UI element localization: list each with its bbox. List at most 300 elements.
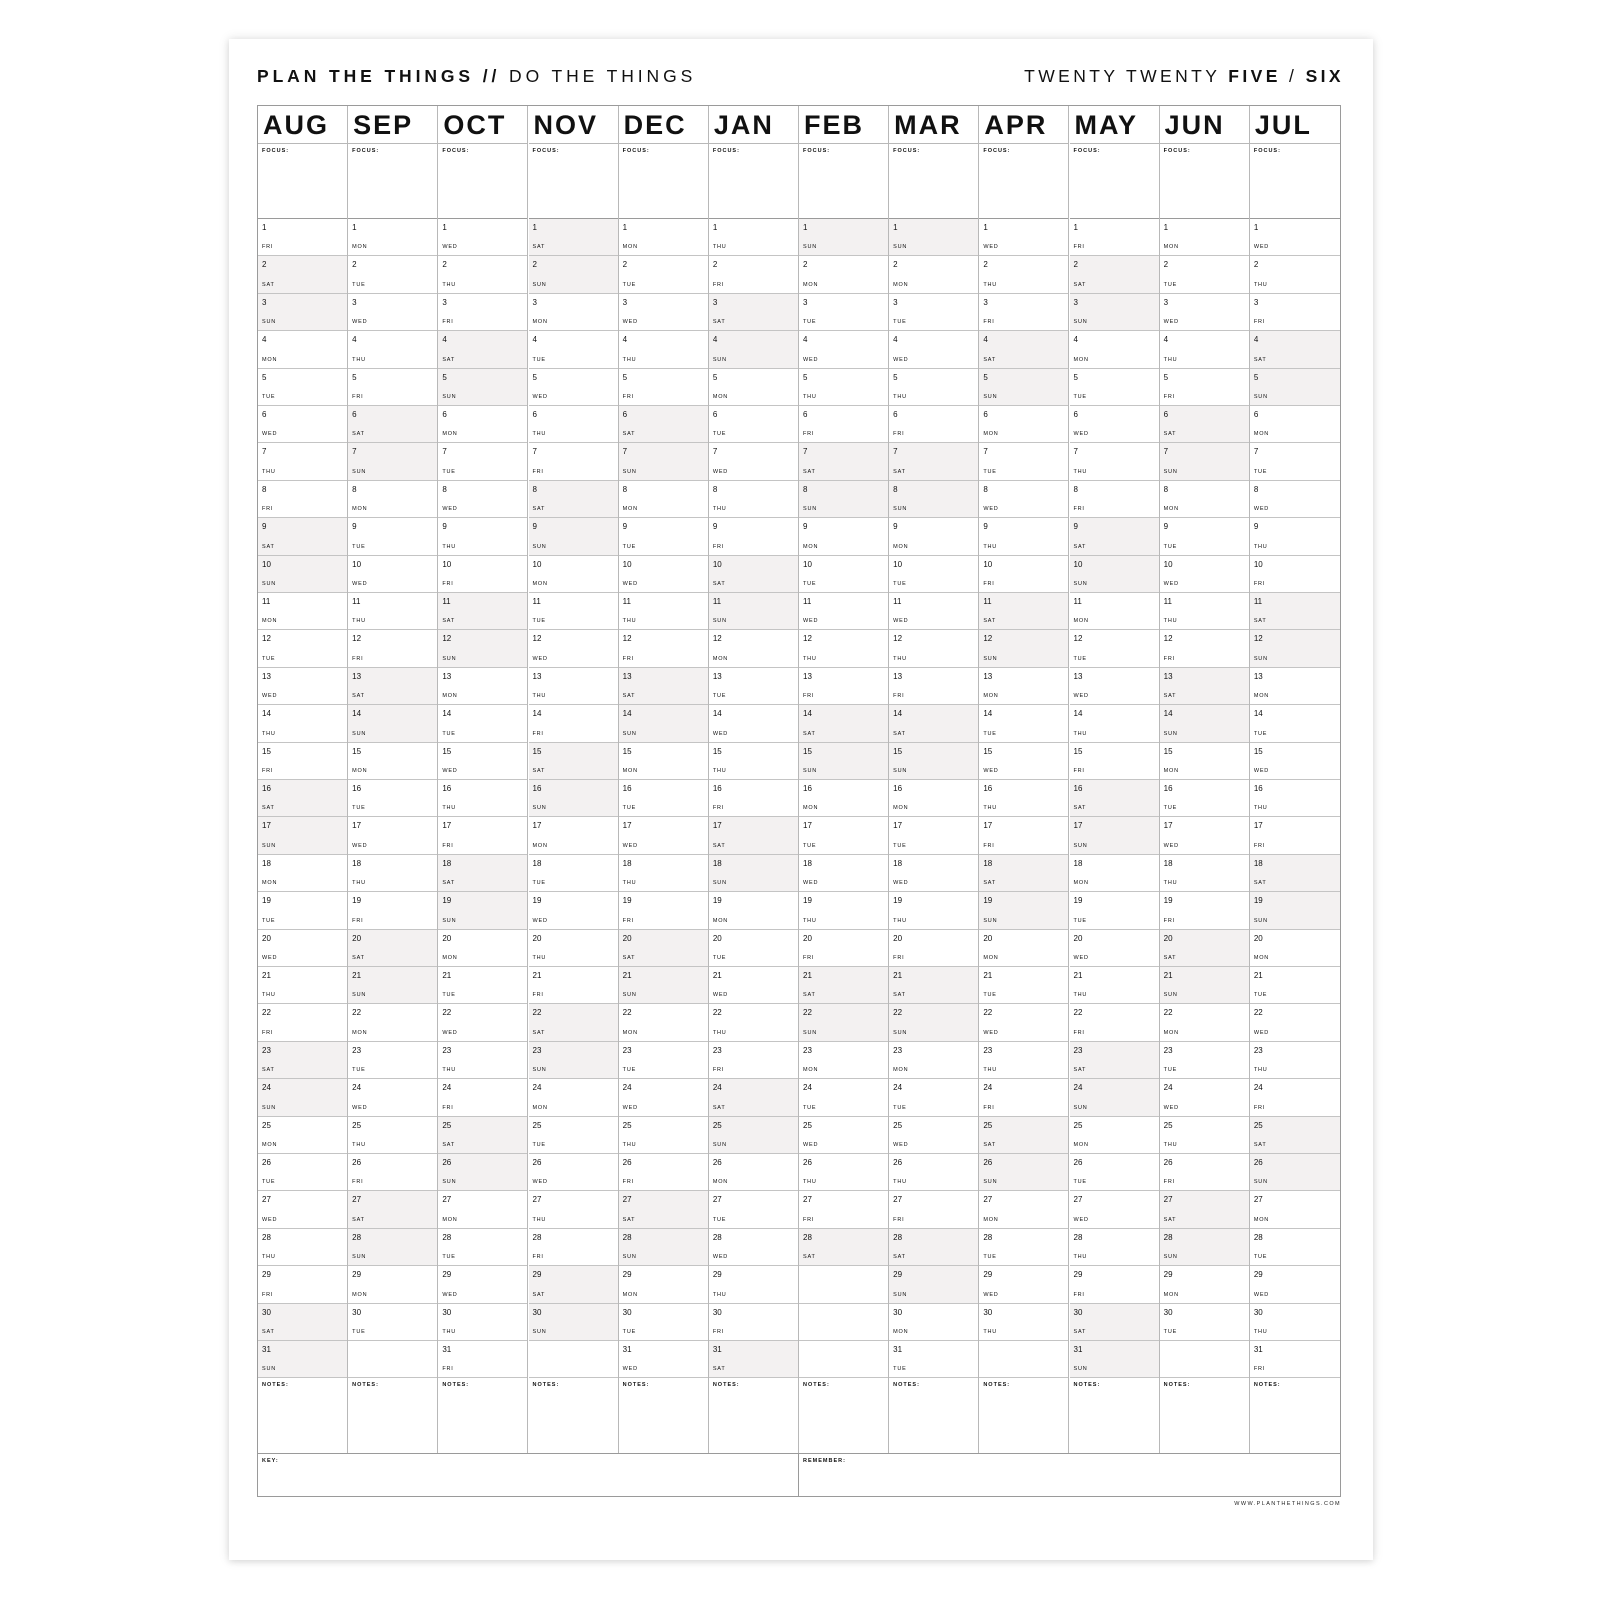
day-cell[interactable]	[1070, 780, 1159, 817]
day-cell[interactable]	[889, 406, 978, 443]
day-cell[interactable]	[1250, 817, 1340, 854]
day-cell[interactable]	[258, 930, 347, 967]
notes-field[interactable]	[889, 1378, 978, 1458]
day-cell[interactable]	[1070, 294, 1159, 331]
day-cell[interactable]	[348, 1079, 437, 1116]
day-cell[interactable]	[979, 256, 1068, 293]
day-cell[interactable]	[1070, 1079, 1159, 1116]
day-cell[interactable]	[348, 331, 437, 368]
day-cell[interactable]	[1160, 1042, 1249, 1079]
day-cell[interactable]	[438, 892, 527, 929]
day-cell[interactable]	[799, 930, 888, 967]
day-cell[interactable]	[619, 967, 708, 1004]
day-cell[interactable]	[1070, 1341, 1159, 1378]
day-cell[interactable]	[709, 1154, 798, 1191]
day-cell[interactable]	[438, 743, 527, 780]
day-cell[interactable]	[1160, 1117, 1249, 1154]
day-cell[interactable]	[529, 892, 618, 929]
day-cell[interactable]	[709, 705, 798, 742]
day-cell[interactable]	[1250, 256, 1340, 293]
day-cell[interactable]	[1160, 630, 1249, 667]
day-cell[interactable]	[258, 593, 347, 630]
day-cell[interactable]	[619, 443, 708, 480]
day-cell[interactable]	[1160, 817, 1249, 854]
day-cell[interactable]	[799, 855, 888, 892]
day-cell[interactable]	[1070, 593, 1159, 630]
day-cell[interactable]	[1250, 743, 1340, 780]
day-cell[interactable]	[1070, 1191, 1159, 1228]
day-cell[interactable]	[529, 1266, 618, 1303]
day-cell[interactable]	[979, 406, 1068, 443]
day-cell[interactable]	[709, 406, 798, 443]
day-cell[interactable]	[619, 855, 708, 892]
day-cell[interactable]	[1160, 668, 1249, 705]
day-cell[interactable]	[348, 668, 437, 705]
focus-field[interactable]	[1070, 144, 1159, 219]
day-cell[interactable]	[1250, 892, 1340, 929]
day-cell[interactable]	[1070, 1229, 1159, 1266]
day-cell[interactable]	[1070, 855, 1159, 892]
day-cell[interactable]	[1160, 256, 1249, 293]
day-cell[interactable]	[619, 780, 708, 817]
day-cell[interactable]	[1070, 668, 1159, 705]
day-cell[interactable]	[1250, 369, 1340, 406]
day-cell[interactable]	[709, 817, 798, 854]
day-cell[interactable]	[529, 1004, 618, 1041]
day-cell[interactable]	[619, 630, 708, 667]
day-cell[interactable]	[709, 219, 798, 256]
focus-field[interactable]	[1160, 144, 1249, 219]
day-cell[interactable]	[348, 294, 437, 331]
day-cell[interactable]	[1070, 331, 1159, 368]
day-cell[interactable]	[1160, 930, 1249, 967]
day-cell[interactable]	[258, 406, 347, 443]
day-cell[interactable]	[529, 1229, 618, 1266]
day-cell[interactable]	[979, 1229, 1068, 1266]
day-cell[interactable]	[438, 855, 527, 892]
focus-field[interactable]	[979, 144, 1068, 219]
day-cell[interactable]	[348, 1304, 437, 1341]
day-cell[interactable]	[529, 743, 618, 780]
day-cell[interactable]	[258, 1191, 347, 1228]
notes-field[interactable]	[1250, 1378, 1340, 1458]
day-cell[interactable]	[1070, 556, 1159, 593]
day-cell[interactable]	[889, 1079, 978, 1116]
day-cell[interactable]	[529, 668, 618, 705]
day-cell[interactable]	[889, 780, 978, 817]
day-cell[interactable]	[1070, 443, 1159, 480]
day-cell[interactable]	[1250, 331, 1340, 368]
day-cell[interactable]	[1160, 855, 1249, 892]
day-cell[interactable]	[979, 443, 1068, 480]
day-cell[interactable]	[348, 1042, 437, 1079]
day-cell[interactable]	[529, 705, 618, 742]
day-cell[interactable]	[438, 443, 527, 480]
day-cell[interactable]	[258, 1042, 347, 1079]
day-cell[interactable]	[258, 1154, 347, 1191]
day-cell[interactable]	[799, 518, 888, 555]
day-cell[interactable]	[889, 1191, 978, 1228]
day-cell[interactable]	[799, 1042, 888, 1079]
day-cell[interactable]	[1250, 406, 1340, 443]
day-cell[interactable]	[979, 855, 1068, 892]
day-cell[interactable]	[709, 1304, 798, 1341]
day-cell[interactable]	[979, 1266, 1068, 1303]
day-cell[interactable]	[979, 1154, 1068, 1191]
day-cell[interactable]	[889, 855, 978, 892]
day-cell[interactable]	[979, 1004, 1068, 1041]
day-cell[interactable]	[258, 705, 347, 742]
day-cell[interactable]	[348, 556, 437, 593]
day-cell[interactable]	[619, 1229, 708, 1266]
day-cell[interactable]	[619, 294, 708, 331]
day-cell[interactable]	[258, 556, 347, 593]
focus-field[interactable]	[529, 144, 618, 219]
day-cell[interactable]	[1070, 1042, 1159, 1079]
day-cell[interactable]	[1250, 219, 1340, 256]
day-cell[interactable]	[258, 1079, 347, 1116]
day-cell[interactable]	[438, 1191, 527, 1228]
day-cell[interactable]	[1070, 406, 1159, 443]
day-cell[interactable]	[889, 1117, 978, 1154]
day-cell[interactable]	[1070, 705, 1159, 742]
day-cell[interactable]	[619, 331, 708, 368]
day-cell[interactable]	[1160, 1079, 1249, 1116]
day-cell[interactable]	[438, 1042, 527, 1079]
day-cell[interactable]	[529, 443, 618, 480]
day-cell[interactable]	[619, 668, 708, 705]
day-cell[interactable]	[889, 1304, 978, 1341]
day-cell[interactable]	[1250, 556, 1340, 593]
day-cell[interactable]	[979, 892, 1068, 929]
day-cell[interactable]	[709, 1229, 798, 1266]
day-cell[interactable]	[619, 593, 708, 630]
notes-field[interactable]	[1160, 1378, 1249, 1458]
day-cell[interactable]	[529, 256, 618, 293]
day-cell[interactable]	[258, 855, 347, 892]
day-cell[interactable]	[799, 481, 888, 518]
day-cell[interactable]	[619, 705, 708, 742]
day-cell[interactable]	[799, 743, 888, 780]
day-cell[interactable]	[799, 1229, 888, 1266]
day-cell[interactable]	[709, 1191, 798, 1228]
day-cell[interactable]	[709, 481, 798, 518]
day-cell[interactable]	[979, 1191, 1068, 1228]
notes-field[interactable]	[438, 1378, 527, 1458]
day-cell[interactable]	[438, 556, 527, 593]
day-cell[interactable]	[979, 743, 1068, 780]
day-cell[interactable]	[889, 1229, 978, 1266]
day-cell[interactable]	[979, 780, 1068, 817]
day-cell[interactable]	[529, 1042, 618, 1079]
day-cell[interactable]	[889, 518, 978, 555]
day-cell[interactable]	[979, 930, 1068, 967]
day-cell[interactable]	[799, 294, 888, 331]
day-cell[interactable]	[1070, 1154, 1159, 1191]
day-cell[interactable]	[258, 256, 347, 293]
day-cell[interactable]	[348, 967, 437, 1004]
day-cell[interactable]	[799, 668, 888, 705]
day-cell[interactable]	[258, 743, 347, 780]
day-cell[interactable]	[529, 855, 618, 892]
day-cell[interactable]	[709, 967, 798, 1004]
day-cell[interactable]	[889, 930, 978, 967]
day-cell[interactable]	[529, 331, 618, 368]
day-cell[interactable]	[889, 556, 978, 593]
day-cell[interactable]	[799, 256, 888, 293]
day-cell[interactable]	[1070, 1117, 1159, 1154]
day-cell[interactable]	[258, 369, 347, 406]
day-cell[interactable]	[889, 593, 978, 630]
day-cell[interactable]	[438, 930, 527, 967]
day-cell[interactable]	[1070, 892, 1159, 929]
day-cell[interactable]	[1160, 1304, 1249, 1341]
day-cell[interactable]	[619, 481, 708, 518]
day-cell[interactable]	[348, 1191, 437, 1228]
day-cell[interactable]	[438, 1004, 527, 1041]
day-cell[interactable]	[979, 219, 1068, 256]
day-cell[interactable]	[438, 1341, 527, 1378]
day-cell[interactable]	[348, 481, 437, 518]
day-cell[interactable]	[709, 930, 798, 967]
notes-field[interactable]	[799, 1378, 888, 1458]
day-cell[interactable]	[529, 481, 618, 518]
day-cell[interactable]	[438, 668, 527, 705]
day-cell[interactable]	[348, 1117, 437, 1154]
day-cell[interactable]	[438, 705, 527, 742]
day-cell[interactable]	[438, 967, 527, 1004]
day-cell[interactable]	[619, 518, 708, 555]
day-cell[interactable]	[1250, 481, 1340, 518]
day-cell[interactable]	[1070, 743, 1159, 780]
day-cell[interactable]	[799, 219, 888, 256]
day-cell[interactable]	[438, 630, 527, 667]
day-cell[interactable]	[1250, 593, 1340, 630]
day-cell[interactable]	[1070, 1304, 1159, 1341]
day-cell[interactable]	[709, 1042, 798, 1079]
day-cell[interactable]	[619, 1117, 708, 1154]
day-cell[interactable]	[348, 1229, 437, 1266]
day-cell[interactable]	[979, 556, 1068, 593]
day-cell[interactable]	[438, 1117, 527, 1154]
day-cell[interactable]	[1070, 219, 1159, 256]
day-cell[interactable]	[1070, 1004, 1159, 1041]
day-cell[interactable]	[709, 630, 798, 667]
day-cell[interactable]	[1160, 705, 1249, 742]
day-cell[interactable]	[1250, 930, 1340, 967]
day-cell[interactable]	[889, 1341, 978, 1378]
day-cell[interactable]	[1250, 1079, 1340, 1116]
day-cell[interactable]	[889, 1004, 978, 1041]
day-cell[interactable]	[348, 406, 437, 443]
day-cell[interactable]	[1250, 518, 1340, 555]
notes-field[interactable]	[709, 1378, 798, 1458]
day-cell[interactable]	[1160, 1229, 1249, 1266]
day-cell[interactable]	[979, 593, 1068, 630]
day-cell[interactable]	[1250, 967, 1340, 1004]
day-cell[interactable]	[619, 1191, 708, 1228]
day-cell[interactable]	[258, 1266, 347, 1303]
day-cell[interactable]	[1250, 1266, 1340, 1303]
day-cell[interactable]	[529, 780, 618, 817]
day-cell[interactable]	[889, 1266, 978, 1303]
day-cell[interactable]	[438, 1154, 527, 1191]
day-cell[interactable]	[1160, 780, 1249, 817]
day-cell[interactable]	[889, 1042, 978, 1079]
notes-field[interactable]	[1070, 1378, 1159, 1458]
day-cell[interactable]	[1070, 967, 1159, 1004]
day-cell[interactable]	[889, 668, 978, 705]
day-cell[interactable]	[979, 369, 1068, 406]
day-cell[interactable]	[529, 1079, 618, 1116]
day-cell[interactable]	[1250, 1042, 1340, 1079]
day-cell[interactable]	[1250, 780, 1340, 817]
day-cell[interactable]	[979, 1304, 1068, 1341]
day-cell[interactable]	[438, 481, 527, 518]
day-cell[interactable]	[709, 1266, 798, 1303]
day-cell[interactable]	[799, 331, 888, 368]
day-cell[interactable]	[709, 518, 798, 555]
day-cell[interactable]	[889, 892, 978, 929]
focus-field[interactable]	[258, 144, 347, 219]
day-cell[interactable]	[529, 219, 618, 256]
day-cell[interactable]	[799, 1117, 888, 1154]
day-cell[interactable]	[889, 630, 978, 667]
day-cell[interactable]	[619, 1042, 708, 1079]
day-cell[interactable]	[348, 892, 437, 929]
day-cell[interactable]	[1160, 1154, 1249, 1191]
day-cell[interactable]	[529, 294, 618, 331]
day-cell[interactable]	[438, 1266, 527, 1303]
day-cell[interactable]	[799, 556, 888, 593]
notes-field[interactable]	[529, 1378, 618, 1458]
day-cell[interactable]	[979, 1079, 1068, 1116]
day-cell[interactable]	[258, 892, 347, 929]
day-cell[interactable]	[348, 1266, 437, 1303]
day-cell[interactable]	[889, 705, 978, 742]
day-cell[interactable]	[709, 1341, 798, 1378]
day-cell[interactable]	[799, 1191, 888, 1228]
day-cell[interactable]	[529, 556, 618, 593]
day-cell[interactable]	[438, 406, 527, 443]
day-cell[interactable]	[258, 967, 347, 1004]
day-cell[interactable]	[1160, 294, 1249, 331]
day-cell[interactable]	[529, 1117, 618, 1154]
day-cell[interactable]	[348, 369, 437, 406]
day-cell[interactable]	[258, 1117, 347, 1154]
day-cell[interactable]	[529, 967, 618, 1004]
day-cell[interactable]	[1250, 630, 1340, 667]
day-cell[interactable]	[709, 668, 798, 705]
day-cell[interactable]	[619, 1341, 708, 1378]
day-cell[interactable]	[258, 1341, 347, 1378]
day-cell[interactable]	[1160, 369, 1249, 406]
day-cell[interactable]	[1070, 630, 1159, 667]
day-cell[interactable]	[1250, 1229, 1340, 1266]
day-cell[interactable]	[979, 1042, 1068, 1079]
day-cell[interactable]	[348, 817, 437, 854]
day-cell[interactable]	[979, 481, 1068, 518]
day-cell[interactable]	[1160, 1191, 1249, 1228]
day-cell[interactable]	[258, 443, 347, 480]
day-cell[interactable]	[529, 817, 618, 854]
day-cell[interactable]	[438, 817, 527, 854]
day-cell[interactable]	[348, 219, 437, 256]
key-field[interactable]	[258, 1454, 799, 1496]
day-cell[interactable]	[889, 1154, 978, 1191]
day-cell[interactable]	[619, 1079, 708, 1116]
day-cell[interactable]	[1160, 518, 1249, 555]
day-cell[interactable]	[348, 855, 437, 892]
day-cell[interactable]	[258, 780, 347, 817]
day-cell[interactable]	[619, 1266, 708, 1303]
day-cell[interactable]	[1070, 1266, 1159, 1303]
day-cell[interactable]	[979, 630, 1068, 667]
day-cell[interactable]	[1070, 256, 1159, 293]
day-cell[interactable]	[348, 630, 437, 667]
day-cell[interactable]	[799, 967, 888, 1004]
day-cell[interactable]	[1160, 743, 1249, 780]
notes-field[interactable]	[348, 1378, 437, 1458]
day-cell[interactable]	[438, 294, 527, 331]
day-cell[interactable]	[709, 256, 798, 293]
day-cell[interactable]	[348, 256, 437, 293]
day-cell[interactable]	[709, 1004, 798, 1041]
day-cell[interactable]	[1160, 593, 1249, 630]
day-cell[interactable]	[799, 817, 888, 854]
day-cell[interactable]	[1160, 443, 1249, 480]
day-cell[interactable]	[1250, 1154, 1340, 1191]
day-cell[interactable]	[258, 1304, 347, 1341]
day-cell[interactable]	[1070, 518, 1159, 555]
day-cell[interactable]	[619, 930, 708, 967]
day-cell[interactable]	[438, 369, 527, 406]
day-cell[interactable]	[1250, 1341, 1340, 1378]
day-cell[interactable]	[1250, 1304, 1340, 1341]
focus-field[interactable]	[619, 144, 708, 219]
notes-field[interactable]	[258, 1378, 347, 1458]
day-cell[interactable]	[889, 219, 978, 256]
focus-field[interactable]	[709, 144, 798, 219]
day-cell[interactable]	[258, 817, 347, 854]
day-cell[interactable]	[258, 331, 347, 368]
day-cell[interactable]	[529, 369, 618, 406]
focus-field[interactable]	[889, 144, 978, 219]
day-cell[interactable]	[709, 443, 798, 480]
day-cell[interactable]	[348, 705, 437, 742]
day-cell[interactable]	[438, 518, 527, 555]
day-cell[interactable]	[258, 1004, 347, 1041]
focus-field[interactable]	[348, 144, 437, 219]
day-cell[interactable]	[1250, 443, 1340, 480]
day-cell[interactable]	[979, 331, 1068, 368]
day-cell[interactable]	[799, 593, 888, 630]
day-cell[interactable]	[799, 369, 888, 406]
day-cell[interactable]	[889, 256, 978, 293]
day-cell[interactable]	[1160, 967, 1249, 1004]
day-cell[interactable]	[619, 892, 708, 929]
day-cell[interactable]	[619, 406, 708, 443]
day-cell[interactable]	[438, 1079, 527, 1116]
day-cell[interactable]	[889, 294, 978, 331]
day-cell[interactable]	[1160, 556, 1249, 593]
day-cell[interactable]	[438, 780, 527, 817]
day-cell[interactable]	[258, 294, 347, 331]
day-cell[interactable]	[889, 331, 978, 368]
day-cell[interactable]	[258, 219, 347, 256]
day-cell[interactable]	[529, 1154, 618, 1191]
day-cell[interactable]	[348, 780, 437, 817]
